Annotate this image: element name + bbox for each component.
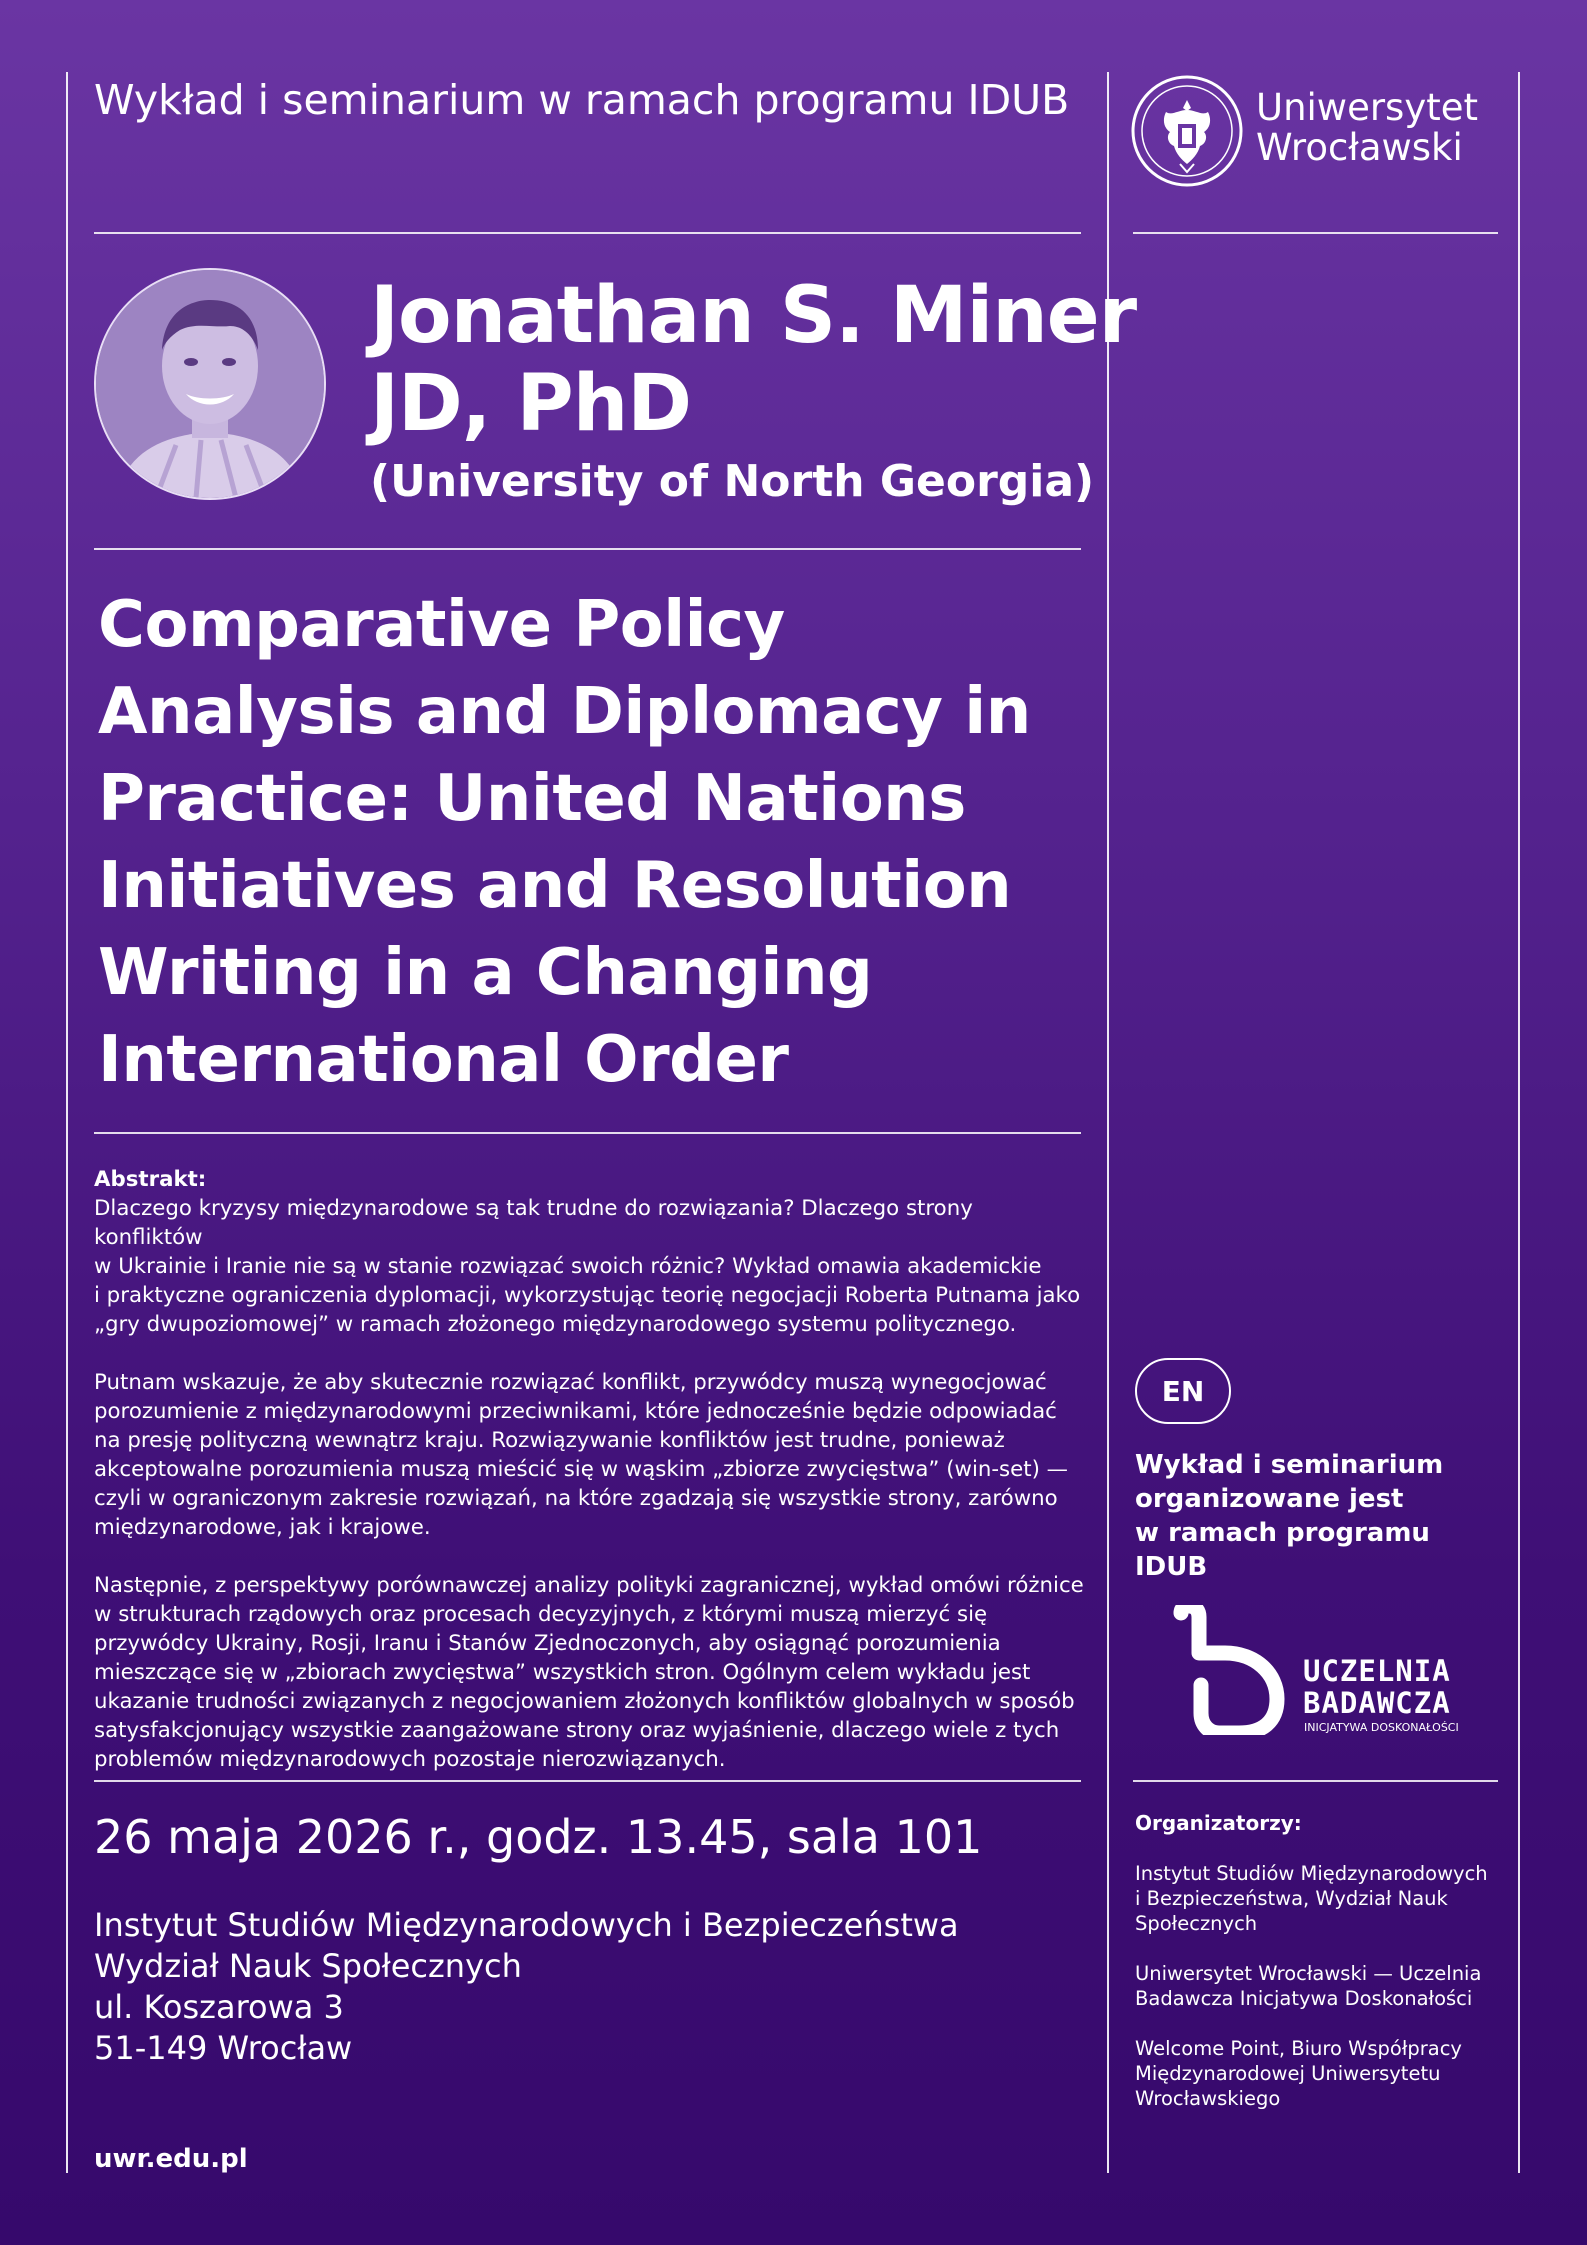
abstract-label: Abstrakt: <box>94 1167 207 1192</box>
abstract-line: przywódcy Ukrainy, Rosji, Iranu i Stanów Zjednoczonych, aby osiągnąć porozumienia <box>94 1631 1001 1656</box>
ub-word1: UCZELNIA <box>1303 1654 1451 1688</box>
address-line: Instytut Studiów Międzynarodowych i Bezpieczeństwa <box>94 1906 959 1944</box>
organizer-line: Badawcza Inicjatywa Doskonałości <box>1135 1987 1473 2010</box>
abstract-paragraph <box>94 1571 1088 1774</box>
divider <box>94 232 1081 234</box>
frame-left-line <box>66 72 68 2173</box>
title-line: Writing in a Changing <box>98 936 873 1010</box>
abstract-line: na presję polityczną wewnątrz kraju. Rozwiązywanie konfliktów jest trudne, ponieważ <box>94 1428 1005 1453</box>
speaker-name <box>370 272 1136 448</box>
address-line: Wydział Nauk Społecznych <box>94 1947 522 1985</box>
divider <box>94 548 1081 550</box>
event-date-time: 26 maja 2026 r., godz. 13.45, sala 101 <box>94 1810 983 1864</box>
organizer-line: Międzynarodowej Uniwersytetu <box>1135 2062 1441 2085</box>
abstract-paragraph <box>94 1194 1088 1339</box>
program-line: Wykład i seminarium w ramach programu IDUB <box>94 76 1070 124</box>
uczelnia-badawcza-logo[interactable] <box>1165 1605 1465 1735</box>
title-line: Analysis and Diplomacy in <box>98 675 1031 749</box>
organizers-list <box>1135 1861 1505 2136</box>
speaker-photo <box>94 268 326 500</box>
abstract-line: Dlaczego kryzysy międzynarodowe są tak trudne do rozwiązania? Dlaczego strony konfliktów <box>94 1196 973 1250</box>
abstract-line: „gry dwupoziomowej” w ramach złożonego międzynarodowego systemu politycznego. <box>94 1312 1017 1337</box>
ub-subtitle: INICJATYWA DOSKONAŁOŚCI <box>1304 1721 1459 1734</box>
abstract-line: w Ukrainie i Iranie nie są w stanie rozwiązać swoich różnic? Wykład omawia akademickie <box>94 1254 1042 1279</box>
event-address <box>94 1905 959 2069</box>
organizer-item <box>1135 1961 1505 2011</box>
organizer-line: Społecznych <box>1135 1912 1258 1935</box>
university-seal-icon <box>1130 74 1244 188</box>
abstract-line: problemów międzynarodowych pozostaje nierozwiązanych. <box>94 1747 726 1772</box>
abstract-line: akceptowalne porozumienia muszą mieścić się w wąskim „zbiorze zwycięstwa” (win-set) — <box>94 1457 1068 1482</box>
speaker-affiliation: (University of North Georgia) <box>370 456 1095 507</box>
title-line: Practice: United Nations <box>98 762 966 836</box>
program-note-line: organizowane jest <box>1135 1484 1404 1514</box>
abstract-line: i praktyczne ograniczenia dyplomacji, wykorzystując teorię negocjacji Roberta Putnama jako <box>94 1283 1081 1308</box>
title-line: Comparative Policy <box>98 588 785 662</box>
organizer-line: Welcome Point, Biuro Współpracy <box>1135 2037 1462 2060</box>
abstract-line: porozumienie z międzynarodowymi przeciwnikami, które jednocześnie będzie odpowiadać <box>94 1399 1057 1424</box>
abstract-paragraph <box>94 1368 1088 1542</box>
speaker-degrees: JD, PhD <box>370 359 691 449</box>
program-note-line: Wykład i seminarium <box>1135 1450 1444 1480</box>
organizer-line: Uniwersytet Wrocławski — Uczelnia <box>1135 1962 1482 1985</box>
university-name <box>1256 88 1478 168</box>
organizer-line: Instytut Studiów Międzynarodowych <box>1135 1862 1488 1885</box>
divider <box>94 1132 1081 1134</box>
abstract-line: Następnie, z perspektywy porównawczej analizy polityki zagranicznej, wykład omówi różnice <box>94 1573 1084 1598</box>
organizer-line: Wrocławskiego <box>1135 2087 1281 2110</box>
ub-word2: BADAWCZA <box>1303 1686 1451 1720</box>
organizer-item <box>1135 2036 1505 2111</box>
organizers-label: Organizatorzy: <box>1135 1811 1302 1835</box>
abstract <box>94 1165 1088 1803</box>
lecture-title <box>98 582 1088 1104</box>
title-line: Initiatives and Resolution <box>98 849 1012 923</box>
abstract-line: w strukturach rządowych oraz procesach decyzyjnych, z którymi muszą mierzyć się <box>94 1602 988 1627</box>
address-line: 51-149 Wrocław <box>94 2029 353 2067</box>
language-badge: EN <box>1135 1358 1231 1424</box>
title-line: International Order <box>98 1023 789 1097</box>
university-name-line2: Wrocławski <box>1256 126 1463 169</box>
program-note-line: w ramach programu IDUB <box>1135 1518 1430 1582</box>
university-logo[interactable] <box>1130 72 1520 190</box>
address-line: ul. Koszarowa 3 <box>94 1988 344 2026</box>
abstract-line: Putnam wskazuje, że aby skutecznie rozwiązać konflikt, przywódcy muszą wynegocjować <box>94 1370 1047 1395</box>
organizer-line: i Bezpieczeństwa, Wydział Nauk <box>1135 1887 1448 1910</box>
ub-mark-icon <box>1165 1605 1300 1735</box>
speaker-name-line1: Jonathan S. Miner <box>370 271 1137 361</box>
organizer-item <box>1135 1861 1505 1936</box>
program-note <box>1135 1448 1505 1584</box>
speaker-portrait-image <box>96 270 324 498</box>
divider <box>1133 232 1498 234</box>
university-name-line1: Uniwersytet <box>1256 86 1478 129</box>
abstract-line: czyli w ograniczonym zakresie rozwiązań, na które zgadzają się wszystkie strony, zarówno <box>94 1486 1058 1511</box>
abstract-line: mieszczące się w „zbiorach zwycięstwa” wszystkich stron. Ogólnym celem wykładu jest <box>94 1660 1031 1685</box>
abstract-line: satysfakcjonujący wszystkie zaangażowane strony oraz wyjaśnienie, dlaczego wiele z tych <box>94 1718 1060 1743</box>
abstract-line: ukazanie trudności związanych z negocjowaniem złożonych konfliktów globalnych w sposób <box>94 1689 1075 1714</box>
frame-right-line <box>1518 72 1520 2173</box>
website-link[interactable]: uwr.edu.pl <box>94 2144 248 2174</box>
divider <box>1133 1780 1498 1782</box>
abstract-line: międzynarodowe, jak i krajowe. <box>94 1515 431 1540</box>
